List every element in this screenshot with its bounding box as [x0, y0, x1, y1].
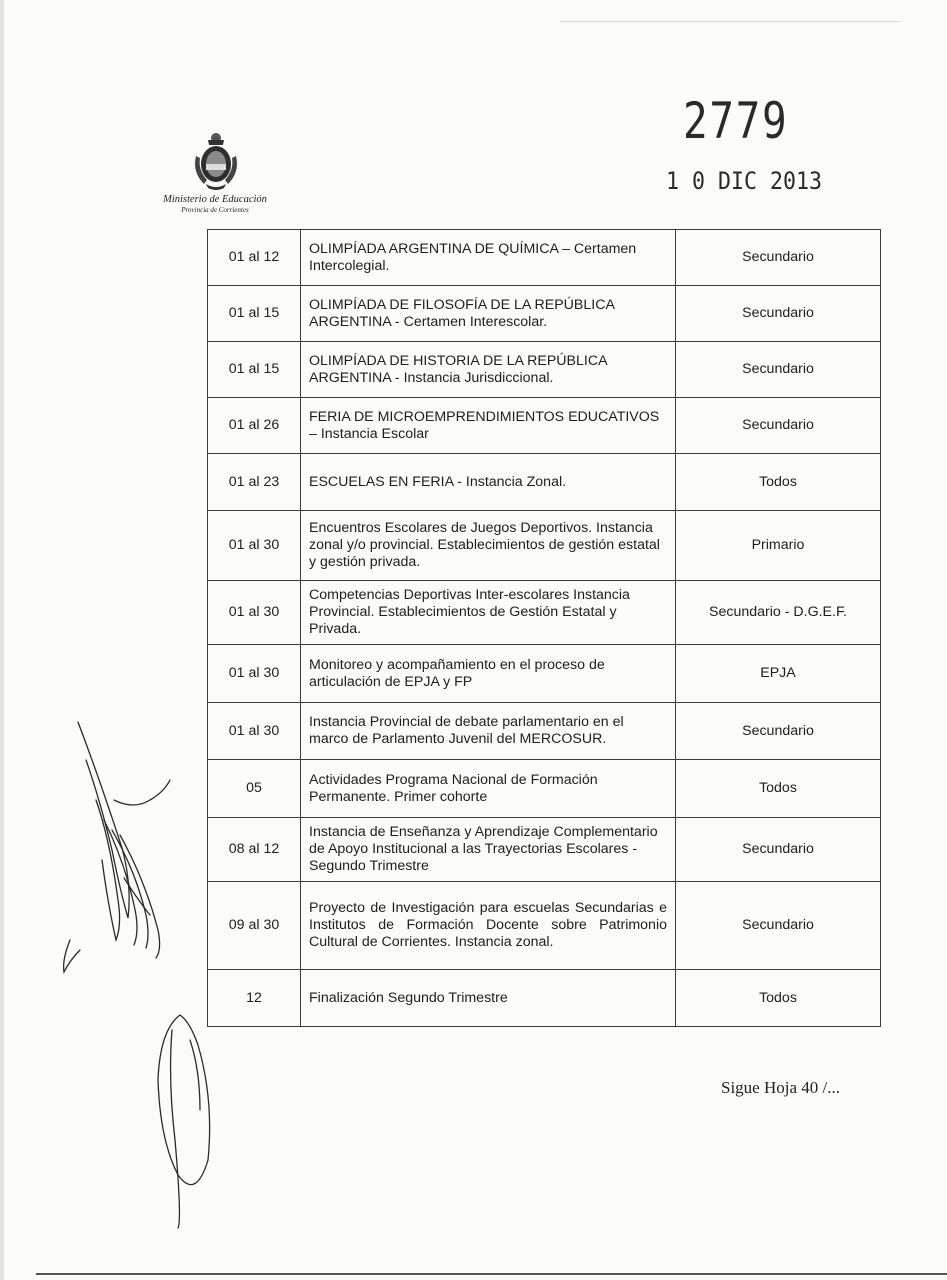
date-cell: 01 al 15	[208, 286, 301, 342]
page-edge	[0, 0, 4, 1280]
table-row	[208, 230, 881, 286]
table-row	[208, 581, 881, 645]
ministry-name: Ministerio de Educación	[163, 194, 267, 205]
level-cell: Todos	[676, 760, 881, 818]
level-cell: Secundario	[676, 818, 881, 882]
level-cell: Todos	[676, 970, 881, 1027]
activity-cell: ESCUELAS EN FERIA - Instancia Zonal.	[301, 454, 676, 511]
activity-cell: Encuentros Escolares de Juegos Deportivos. Instancia zonal y/o provincial. Establecimientos de gestión estatal y gestión privada.	[301, 511, 676, 581]
scan-line	[560, 21, 900, 22]
table-row	[208, 342, 881, 398]
table-row	[208, 760, 881, 818]
activity-cell: Actividades Programa Nacional de Formación Permanente. Primer cohorte	[301, 760, 676, 818]
coat-of-arms-icon	[190, 128, 242, 194]
date-cell: 01 al 26	[208, 398, 301, 454]
resolution-number-stamp: 2779	[683, 92, 789, 150]
activity-cell: Proyecto de Investigación para escuelas Secundarias e Institutos de Formación Docente sobre Patrimonio Cultural de Corrientes. Instancia zonal.	[301, 882, 676, 970]
date-cell: 01 al 30	[208, 581, 301, 645]
level-cell: Secundario	[676, 398, 881, 454]
activity-cell: Instancia de Enseñanza y Aprendizaje Complementario de Apoyo Institucional a las Trayectorias Escolares -Segundo Trimestre	[301, 818, 676, 882]
date-cell: 08 al 12	[208, 818, 301, 882]
date-cell: 01 al 23	[208, 454, 301, 511]
activity-cell: OLIMPÍADA DE HISTORIA DE LA REPÚBLICA ARGENTINA - Instancia Jurisdiccional.	[301, 342, 676, 398]
date-cell: 09 al 30	[208, 882, 301, 970]
page-bottom-rule	[36, 1273, 947, 1275]
province-name: Provincia de Corrientes	[181, 205, 249, 214]
activity-cell: Finalización Segundo Trimestre	[301, 970, 676, 1027]
activity-cell: Competencias Deportivas Inter-escolares Instancia Provincial. Establecimientos de Gestión Estatal y Privada.	[301, 581, 676, 645]
date-cell: 01 al 30	[208, 703, 301, 760]
level-cell: EPJA	[676, 645, 881, 703]
activity-cell: OLIMPÍADA DE FILOSOFÍA DE LA REPÚBLICA ARGENTINA - Certamen Interescolar.	[301, 286, 676, 342]
date-cell: 01 al 15	[208, 342, 301, 398]
table-row	[208, 398, 881, 454]
date-cell: 01 al 12	[208, 230, 301, 286]
level-cell: Secundario	[676, 882, 881, 970]
level-cell: Secundario	[676, 286, 881, 342]
table-row	[208, 970, 881, 1027]
schedule-table	[207, 229, 881, 1027]
table-row	[208, 882, 881, 970]
ministry-heading	[150, 195, 280, 214]
date-cell: 12	[208, 970, 301, 1027]
table-row	[208, 818, 881, 882]
date-cell: 01 al 30	[208, 645, 301, 703]
continuation-note: Sigue Hoja 40 /...	[721, 1078, 840, 1097]
activity-cell: Instancia Provincial de debate parlamentario en el marco de Parlamento Juvenil del MERCOSUR.	[301, 703, 676, 760]
table-row	[208, 454, 881, 511]
activity-cell: FERIA DE MICROEMPRENDIMIENTOS EDUCATIVOS – Instancia Escolar	[301, 398, 676, 454]
date-stamp: 1 0 DIC 2013	[666, 167, 823, 195]
level-cell: Secundario	[676, 230, 881, 286]
table-row	[208, 645, 881, 703]
level-cell: Primario	[676, 511, 881, 581]
activity-cell: OLIMPÍADA ARGENTINA DE QUÍMICA – Certamen Intercolegial.	[301, 230, 676, 286]
level-cell: Secundario - D.G.E.F.	[676, 581, 881, 645]
table-row	[208, 286, 881, 342]
date-cell: 01 al 30	[208, 511, 301, 581]
date-cell: 05	[208, 760, 301, 818]
level-cell: Secundario	[676, 703, 881, 760]
activity-cell: Monitoreo y acompañamiento en el proceso de articulación de EPJA y FP	[301, 645, 676, 703]
table-row	[208, 511, 881, 581]
level-cell: Secundario	[676, 342, 881, 398]
table-row	[208, 703, 881, 760]
level-cell: Todos	[676, 454, 881, 511]
